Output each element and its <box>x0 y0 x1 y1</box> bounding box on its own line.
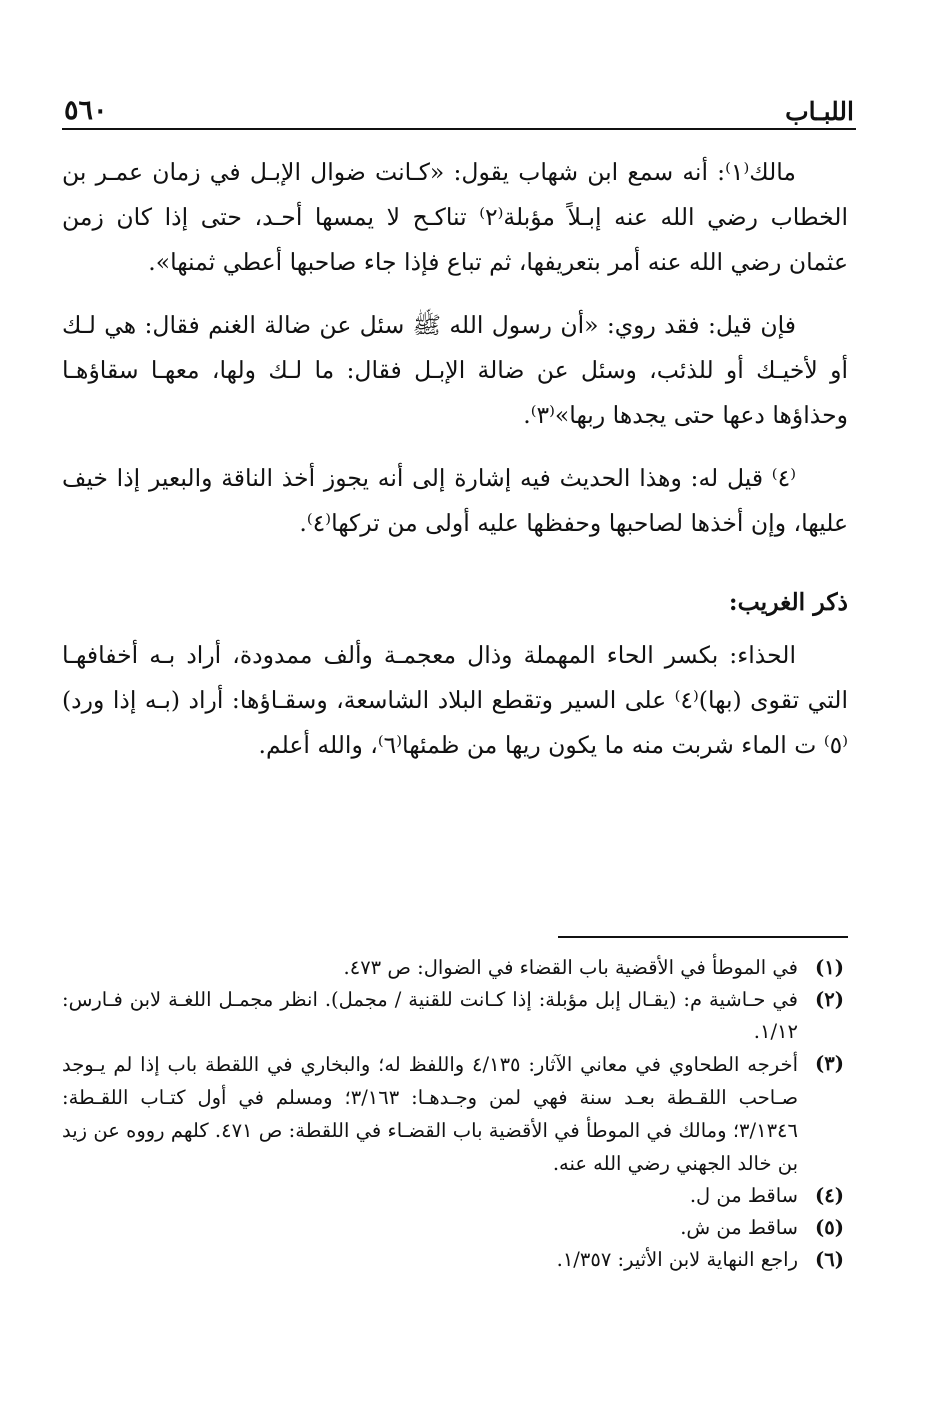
footnote-number: (١) <box>815 956 844 979</box>
footnote <box>62 952 844 984</box>
footnote-text: راجع النهاية لابن الأثير: ١/٣٥٧. <box>556 1248 798 1271</box>
footnote <box>62 984 844 1048</box>
footnote <box>62 1244 844 1276</box>
paragraph: فإن قيل: فقد روي: «أن رسول الله ﷺ سئل عن ضالة الغنم فقال: هي لـك أو لأخيـك أو للذئب، وسئل عن ضالة الإبـل فقال: ما لـك ولها، معهـا سقاؤهـا وحذاؤها دعها حتى يجدها ربها»⁽٣⁾. <box>62 311 848 429</box>
footnote <box>62 1212 844 1244</box>
running-title: اللبـاب <box>785 97 854 126</box>
footnotes <box>62 952 844 1276</box>
paragraph: ⁽٤⁾ قيل له: وهذا الحديث فيه إشارة إلى أنه يجوز أخذ الناقة والبعير إذا خيف عليها، وإن أخذها لصاحبها وحفظها عليه أولى من تركها⁽٤⁾. <box>62 464 848 537</box>
main-text <box>62 150 848 768</box>
header-rule <box>62 128 856 130</box>
paragraph: مالك⁽١⁾: أنه سمع ابن شهاب يقول: «كـانت ضوال الإبـل في زمان عمـر بن الخطاب رضي الله عنه إبـلاً مؤبلة⁽٢⁾ تناكـح لا يمسها أحـد، حتى إذا كان زمن عثمان رضي الله عنه أمر بتعريفها، ثم تباع فإذا جاء صاحبها أعطي ثمنها». <box>62 158 848 276</box>
footnote <box>62 1048 844 1180</box>
footnote-number: (٥) <box>815 1216 844 1239</box>
footnote-rule <box>558 936 848 938</box>
footnote-text: ساقط من ل. <box>689 1184 798 1207</box>
page-number: ٥٦٠ <box>64 95 108 126</box>
footnote-number: (٢) <box>815 988 844 1011</box>
footnote-number: (٣) <box>815 1052 844 1075</box>
page-header <box>64 86 854 124</box>
footnote-text: في الموطأ في الأقضية باب القضاء في الضوال: ص ٤٧٣. <box>343 956 798 979</box>
footnote-number: (٤) <box>815 1184 844 1207</box>
footnote-number: (٦) <box>815 1248 844 1271</box>
footnote-text: في حـاشية م: (يقـال إبل مؤبلة: إذا كـانت للقنية / مجمل). انظر مجمـل اللغـة لابن فـارس: ١/١٢. <box>62 988 798 1043</box>
footnote-text: ساقط من ش. <box>680 1216 798 1239</box>
footnote-text: أخرجه الطحاوي في معاني الآثار: ٤/١٣٥ واللفظ له؛ والبخاري في اللقطة باب إذا لم يـوجد صـاحب اللقـطة بعـد سنة فهي لمن وجـدهـا: ٣/١٦٣؛ ومسلم في أول كتـاب اللقـطة: ٣/١٣٤٦؛ ومالك في الموطأ في الأقضية باب القضـاء في اللقطة: ص ٤٧١. كلهم رووه عن زيد بن خالد الجهني رضي الله عنه. <box>62 1053 798 1175</box>
section-heading: ذكر الغريب: <box>728 588 848 616</box>
footnote <box>62 1180 844 1212</box>
gloss-paragraph: الحذاء: بكسر الحاء المهملة وذال معجمـة وألف ممدودة، أراد بـه أخفافهـا التي تقوى (بها)⁽٤⁾ على السير وتقطع البلاد الشاسعة، وسقـاؤها: أراد (بـه إذا ورد)⁽٥⁾ ت الماء شربت منه ما يكون ريها من ظمئها⁽٦⁾، والله أعلم. <box>62 641 848 759</box>
